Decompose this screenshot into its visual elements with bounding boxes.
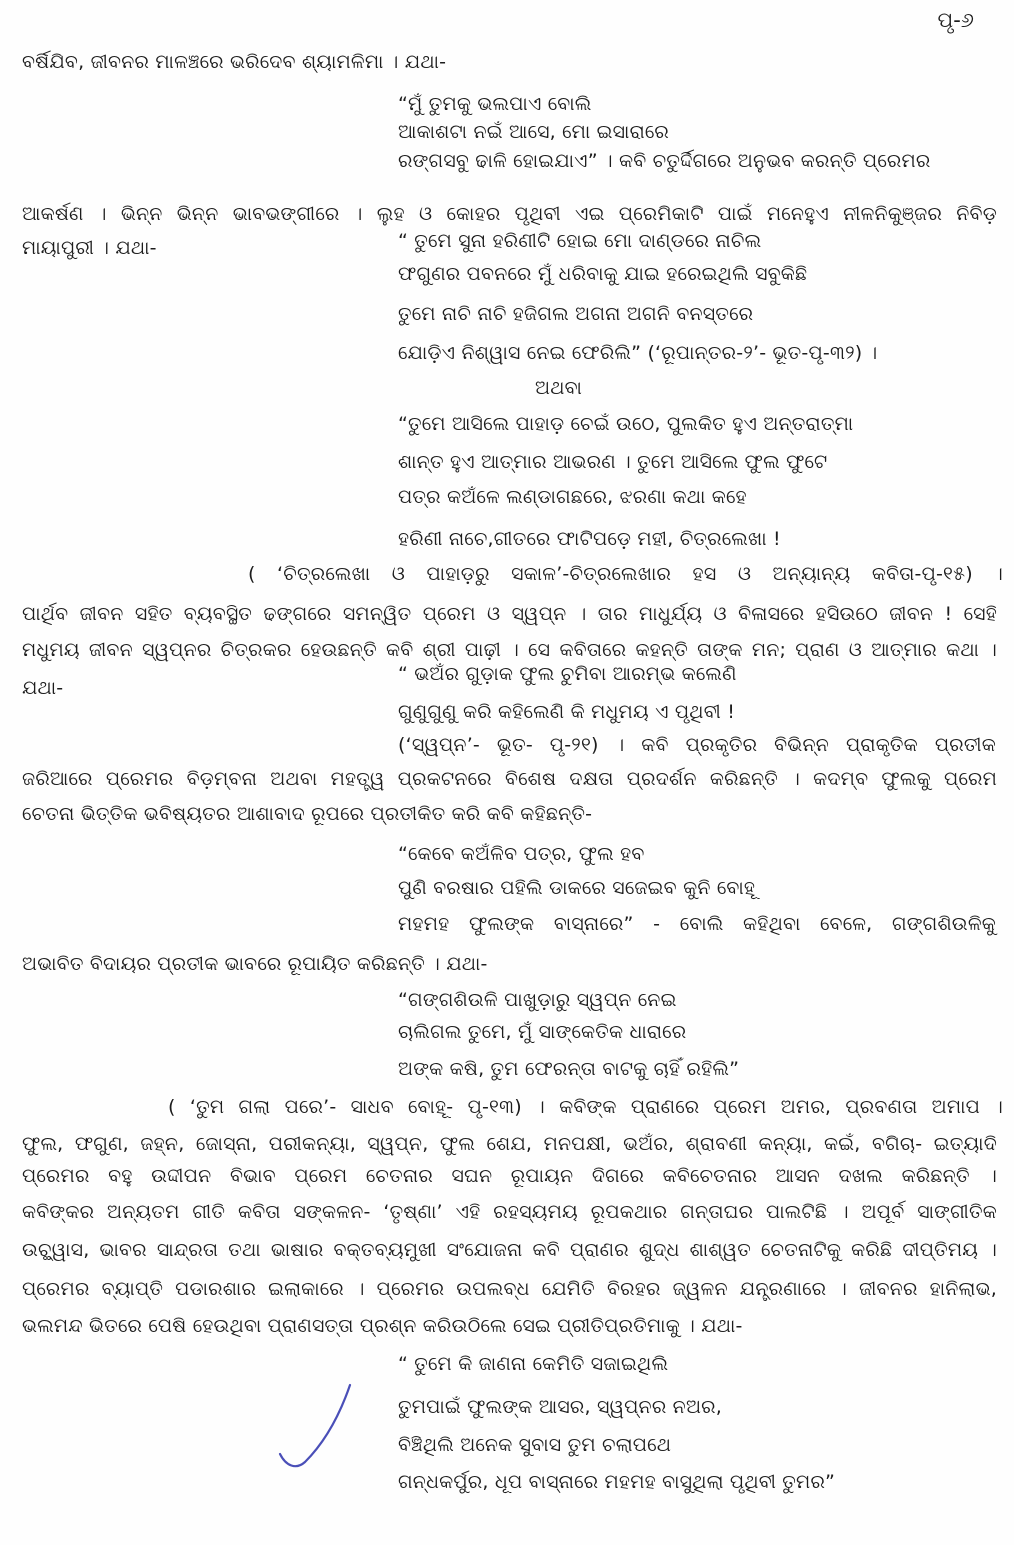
text-line: ପ୍ରେମର ବହୁ ଉଦ୍ଦୀପନ ବିଭାବ ପ୍ରେମ ଚେତନାର ସଘନ ରୂପାୟନ ଦିଗରେ କବିଚେତନାର ଆସନ ଦଖଲ କରିଛନ୍ତି । bbox=[22, 1165, 997, 1187]
text-line: ବର୍ଷିଯିବ, ଜୀବନର ମାଳଞ୍ଚରେ ଭରିଦେବ ଶ୍ୟାମଳିମା । ଯଥା- bbox=[22, 51, 447, 73]
text-line: ଭଲମନ୍ଦ ଭିତରେ ପେଷି ହେଉଥିବା ପ୍ରାଣସତ୍ତା ପ୍ରଶ୍ନ କରିଉଠିଲେ ସେଇ ପ୍ରୀତିପ୍ରତିମାକୁ । ଯଥା- bbox=[22, 1315, 743, 1337]
text-line: ଆକର୍ଷଣ । ଭିନ୍ନ ଭିନ୍ନ ଭାବଭଙ୍ଗୀରେ । ଲୁହ ଓ କୋହର ପୃଥିବୀ ଏଇ ପ୍ରେମିକାଟି ପାଇଁ ମନେହୁଏ ନୀଳନିକୁଞ୍ଜର ନିବିଡ଼ bbox=[22, 203, 997, 225]
text-line: “ ଭଅଁର ଗୁଡ଼ାକ ଫୁଲ ଚୁମିବା ଆରମ୍ଭ କଲେଣି bbox=[398, 663, 737, 685]
text-line: ଶାନ୍ତ ହୁଏ ଆତ୍ମାର ଆଭରଣ । ତୁମେ ଆସିଲେ ଫୁଲ ଫୁଟେ bbox=[398, 451, 828, 473]
text-line: ( ‘ତୁମ ଗଲା ପରେ’- ସାଧବ ବୋହୂ- ପୃ-୧୩) । କବିଙ୍କ ପ୍ରାଣରେ ପ୍ରେମ ଅମର, ପ୍ରବଣତା ଅମାପ । bbox=[168, 1096, 1003, 1118]
text-line: ତୁମପାଇଁ ଫୁଲଙ୍କ ଆସର, ସ୍ୱପ୍ନର ନଅର, bbox=[398, 1396, 722, 1418]
text-line: “କେବେ କଅଁଳିବ ପତ୍ର, ଫୁଲ ହବ bbox=[398, 843, 645, 865]
text-line: ଗନ୍ଧକର୍ପୁର, ଧୂପ ବାସ୍ନାରେ ମହମହ ବାସୁଥିଲା ପୃଥିବୀ ତୁମର” bbox=[398, 1471, 836, 1493]
text-line: ରଙ୍ଗସବୁ ଢାଳି ହୋଇଯାଏ” । କବି ଚତୁର୍ଦ୍ଦିଗରେ ଅନୁଭବ କରନ୍ତି ପ୍ରେମର bbox=[398, 150, 931, 172]
text-line: ଫଗୁଣର ପବନରେ ମୁଁ ଧରିବାକୁ ଯାଇ ହରେଇଥିଲି ସବୁକିଛି bbox=[398, 263, 808, 285]
text-line: “ଗଙ୍ଗଶିଉଳି ପାଖୁଡ଼ାରୁ ସ୍ୱପ୍ନ ନେଇ bbox=[398, 989, 677, 1011]
text-line: ମହମହ ଫୁଲଙ୍କ ବାସ୍ନାରେ” - ବୋଲି କହିଥିବା ବେଳେ, ଗଙ୍ଗଶିଉଳିକୁ bbox=[398, 913, 996, 935]
text-line: କବିଙ୍କର ଅନ୍ୟତମ ଗୀତି କବିତା ସଙ୍କଳନ- ‘ତୃଷ୍ଣା’ ଏହି ରହସ୍ୟମୟ ରୂପକଥାର ଗନ୍ତାଘର ପାଲଟିଛି । ଅପୂର୍ବ ସାଙ୍ଗୀତିକ bbox=[22, 1201, 997, 1223]
text-line: ଫୁଲ, ଫଗୁଣ, ଜହ୍ନ, ଜୋସ୍ନା, ପରୀକନ୍ୟା, ସ୍ୱପ୍ନ, ଫୁଲ ଶେଯ, ମନପକ୍ଷୀ, ଭଅଁର, ଶ୍ରାବଣୀ କନ୍ୟା, କଇଁ, ବଗିଚା- ଇତ୍ୟାଦି bbox=[22, 1133, 997, 1155]
text-line: ବିଞ୍ଚିଥିଲି ଅନେକ ସୁବାସ ତୁମ ଚଲାପଥେ bbox=[398, 1434, 672, 1456]
text-line: ତୁମେ ନାଚି ନାଚି ହଜିଗଲ ଅଗନା ଅଗନି ବନସ୍ତରେ bbox=[398, 303, 754, 325]
text-line: ଅଭାବିତ ବିଦାୟର ପ୍ରତୀକ ଭାବରେ ରୂପାୟିତ କରିଛନ୍ତି । ଯଥା- bbox=[22, 953, 488, 975]
text-line: ଯୋଡ଼ିଏ ନିଶ୍ୱାସ ନେଇ ଫେରିଲି” (‘ରୂପାନ୍ତର-୨’- ଭୂତ-ପୃ-୩୨) । bbox=[398, 342, 878, 364]
text-line: ଚାଲିଗଲ ତୁମେ, ମୁଁ ସାଙ୍କେତିକ ଧାରାରେ bbox=[398, 1021, 687, 1043]
text-line: ( ‘ଚିତ୍ରଲେଖା ଓ ପାହାଡ଼ରୁ ସକାଳ’-ଚିତ୍ରଲେଖାର ହସ ଓ ଅନ୍ୟାନ୍ୟ କବିତା-ପୃ-୧୫) । bbox=[248, 563, 1003, 585]
text-line: ଗୁଣୁଗୁଣୁ କରି କହିଲେଣି କି ମଧୁମୟ ଏ ପୃଥିବୀ ! bbox=[398, 701, 736, 723]
page-number: ପୃ-୬ bbox=[937, 8, 974, 32]
text-line: ପତ୍ର କଅଁଳେ ଲଣ୍ଡାଗଛରେ, ଝରଣା କଥା କହେ bbox=[398, 486, 747, 508]
text-line: “ ତୁମେ ସୁନା ହରିଣୀଟି ହୋଇ ମୋ ଦାଣ୍ଡରେ ନାଚିଲ bbox=[398, 230, 762, 252]
text-line: ମାୟାପୁରୀ । ଯଥା- bbox=[22, 237, 157, 259]
text-line: ଉଚ୍ଛ୍ୱାସ, ଭାବର ସାନ୍ଦ୍ରତା ତଥା ଭାଷାର ବକ୍ତବ୍ୟମୁଖୀ ସଂଯୋଜନା କବି ପ୍ରାଣର ଶୁଦ୍ଧ ଶାଶ୍ୱତ ଚେତନାଟିକୁ କରିଛି ଦୀପ୍ତିମୟ । bbox=[22, 1239, 997, 1261]
text-line: (‘ସ୍ୱପ୍ନ’- ଭୂତ- ପୃ-୨୧) । କବି ପ୍ରକୃତିର ବିଭିନ୍ନ ପ୍ରାକୃତିକ ପ୍ରତୀକ bbox=[398, 734, 996, 756]
text-line: ଜରିଆରେ ପ୍ରେମର ବିଡ଼ମ୍ବନା ଅଥବା ମହତ୍ତ୍ୱ ପ୍ରକଟନରେ ବିଶେଷ ଦକ୍ଷତା ପ୍ରଦର୍ଶନ କରିଛନ୍ତି । କଦମ୍ବ ଫୁଲକୁ ପ୍ରେମ bbox=[22, 768, 997, 790]
text-line: ପ୍ରେମର ବ୍ୟାପ୍ତି ପଡାରଶାର ଇଲାକାରେ । ପ୍ରେମର ଉପଲବ୍ଧ ଯେମିତି ବିରହର ଜ୍ୱଳନ ଯନ୍ତ୍ରଣାରେ । ଜୀବନର ହାନିଲାଭ, bbox=[22, 1278, 997, 1300]
text-line: ପାର୍ଥିବ ଜୀବନ ସହିତ ବ୍ୟବସ୍ଥିତ ଢଙ୍ଗରେ ସମନ୍ୱିତ ପ୍ରେମ ଓ ସ୍ୱପ୍ନ । ତାର ମାଧୁର୍ଯ୍ୟ ଓ ବିଳାସରେ ହସିଉଠେ ଜୀବନ ! ସେହି bbox=[22, 603, 997, 625]
text-line: “ମୁଁ ତୁମକୁ ଭଲପାଏ ବୋଲି bbox=[398, 93, 592, 115]
text-line: “ତୁମେ ଆସିଲେ ପାହାଡ଼ ଚେଇଁ ଉଠେ, ପୁଲକିତ ହୁଏ ଅନ୍ତରାତ୍ମା bbox=[398, 413, 854, 435]
text-line: “ ତୁମେ କି ଜାଣନା କେମିତି ସଜାଇଥିଲି bbox=[398, 1353, 669, 1375]
text-line: ଚେତନା ଭିତ୍ତିକ ଭବିଷ୍ୟତର ଆଶାବାଦ ରୂପରେ ପ୍ରତୀକିତ କରି କବି କହିଛନ୍ତି- bbox=[22, 803, 593, 825]
text-line: ମଧୁମୟ ଜୀବନ ସ୍ୱପ୍ନର ଚିତ୍ରକର ହେଉଛନ୍ତି କବି ଶ୍ରୀ ପାଢ଼ୀ । ସେ କବିତାରେ କହନ୍ତି ତାଙ୍କ ମନ; ପ୍ରାଣ ଓ ଆତ୍ମାର କଥା । bbox=[22, 639, 997, 661]
text-line: ଆକାଶଟା ନଇଁ ଆସେ, ମୋ ଇସାରାରେ bbox=[398, 121, 670, 143]
text-line: ଯଥା- bbox=[22, 677, 64, 699]
text-line: ହରିଣୀ ନାଚେ,ଗୀତରେ ଫାଟିପଡ଼େ ମହୀ, ଚିତ୍ରଲେଖା ! bbox=[398, 528, 781, 550]
text-line: ଅଙ୍କ କଷି, ତୁମ ଫେରନ୍ତା ବାଟକୁ ଚାହିଁ ରହିଲି” bbox=[398, 1058, 740, 1080]
text-line: ପୁଣି ବରଷାର ପହିଲି ଡାକରେ ସଜେଇବ କୁନି ବୋହୂ bbox=[398, 877, 756, 899]
text-line: ଅଥବା bbox=[535, 377, 583, 399]
